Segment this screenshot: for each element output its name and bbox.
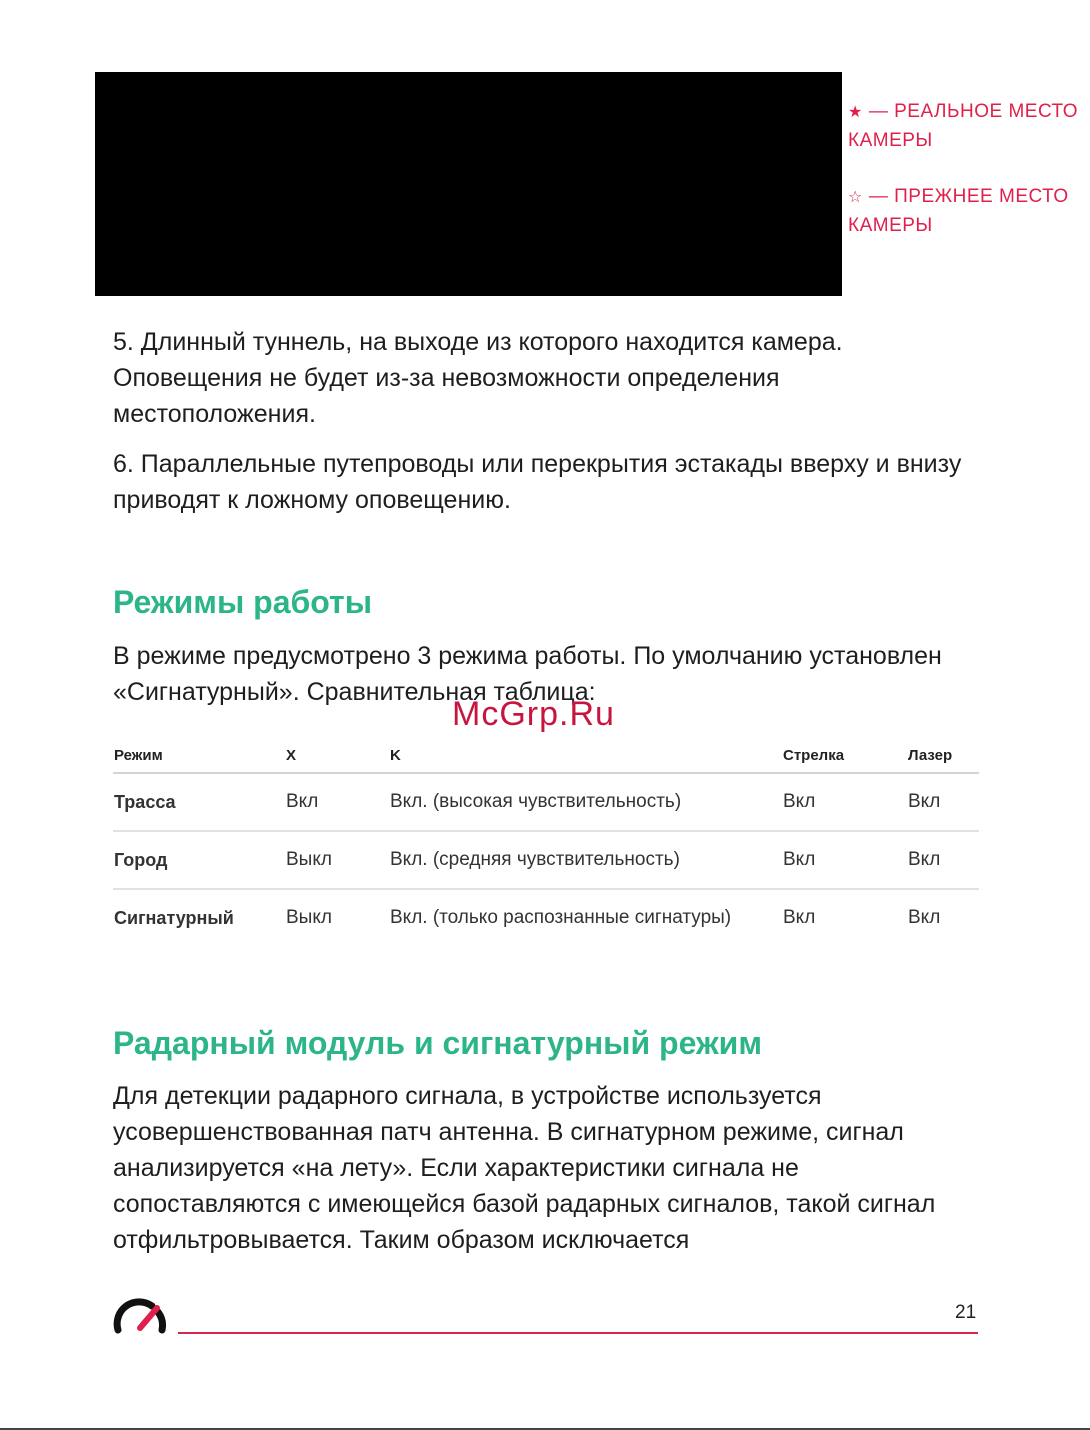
header-mode: Режим <box>113 738 285 773</box>
cell-k: Вкл. (средняя чувствительность) <box>389 831 782 889</box>
cell-arrow: Вкл <box>783 907 816 928</box>
list-section <box>113 324 973 518</box>
cell-arrow: Вкл <box>782 831 907 889</box>
cell-x: Выкл <box>286 907 332 928</box>
header-laser: Лазер <box>907 738 979 773</box>
modes-heading: Режимы работы <box>113 584 373 620</box>
legend-real-camera <box>848 98 1083 155</box>
radar-section <box>113 1078 983 1258</box>
table-row <box>113 773 979 831</box>
legend-real-label: — РЕАЛЬНОЕ МЕСТО КАМЕРЫ <box>848 101 1079 151</box>
radar-heading: Радарный модуль и сигнатурный режим <box>113 1025 762 1061</box>
radar-text: Для детекции радарного сигнала, в устройстве используется усовершенствованная патч антенна. В сигнатурном режиме, сигнал анализируется «на лету». Если характеристики сигнала не сопоставляются с имеющейся базой радарных сигналов, такой сигнал отфильтровывается. Таким образом исключается <box>113 1082 936 1254</box>
modes-table <box>113 738 979 969</box>
cell-mode: Сигнатурный <box>114 908 234 928</box>
camera-legend <box>848 98 1083 268</box>
filled-star-icon: ★ <box>848 104 863 121</box>
cell-k: Вкл. (только распознанные сигнатуры) <box>390 907 732 928</box>
header-k: K <box>389 738 782 773</box>
footer-divider <box>178 1332 978 1334</box>
watermark: McGrp.Ru <box>452 695 615 733</box>
cell-mode: Трасса <box>113 773 285 831</box>
cell-arrow: Вкл <box>782 773 907 831</box>
cell-x: Выкл <box>285 831 389 889</box>
legend-old-camera <box>848 183 1083 240</box>
cell-laser: Вкл <box>908 907 941 928</box>
cell-k: Вкл. (высокая чувствительность) <box>389 773 782 831</box>
cell-mode: Город <box>113 831 285 889</box>
cell-laser: Вкл <box>907 831 979 889</box>
table-header-row <box>113 738 979 773</box>
modes-intro-text: В режиме предусмотрено 3 режима работы. По умолчанию установлен «Сигнатурный». Сравнительная таблица: <box>113 642 942 706</box>
speedometer-logo-icon <box>112 1296 168 1334</box>
list-item-5: 5. Длинный туннель, на выходе из которого находится камера. Оповещения не будет из-за невозможности определения местоположения. <box>113 328 843 428</box>
header-arrow: Стрелка <box>782 738 907 773</box>
table-row <box>113 831 979 889</box>
table-row <box>113 889 979 969</box>
cell-laser: Вкл <box>907 773 979 831</box>
list-item-6: 6. Параллельные путепроводы или перекрытия эстакады вверху и внизу приводят к ложному оповещению. <box>113 450 962 514</box>
illustration-image <box>95 72 842 296</box>
outline-star-icon: ☆ <box>848 189 863 206</box>
page-number: 21 <box>955 1302 977 1323</box>
header-x: X <box>285 738 389 773</box>
legend-old-label: — ПРЕЖНЕЕ МЕСТО КАМЕРЫ <box>848 186 1069 236</box>
cell-x: Вкл <box>285 773 389 831</box>
